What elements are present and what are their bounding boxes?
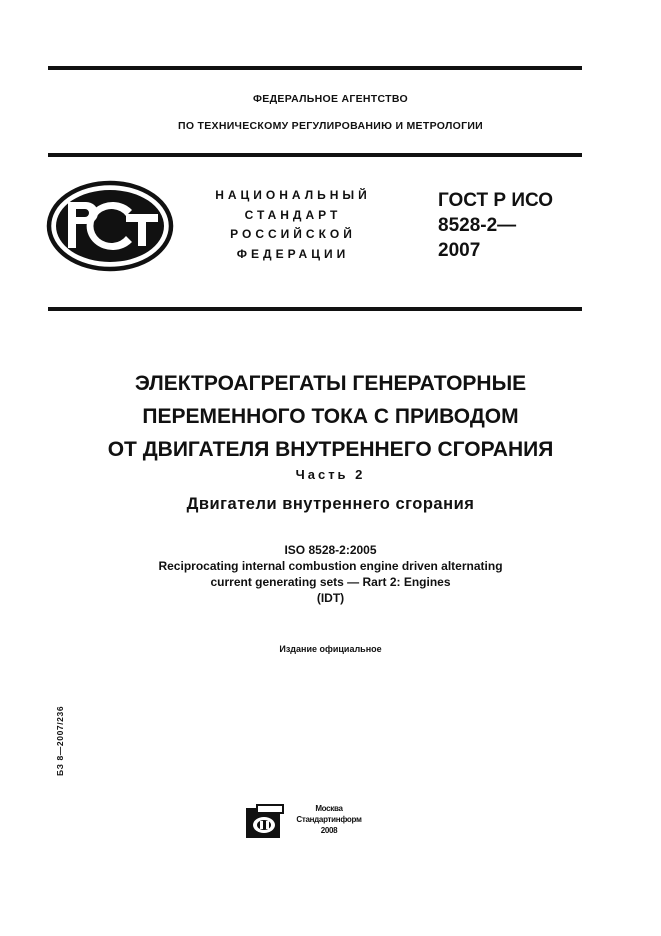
gost-line-1: ГОСТ Р ИСО (438, 190, 554, 211)
iso-code: ISO 8528-2:2005 (284, 543, 377, 557)
side-code: БЗ 8—2007/236 (55, 705, 65, 776)
publisher-city: Москва (315, 804, 343, 813)
standartinform-logo-icon (245, 804, 285, 840)
edition-label: Издание официальное (279, 644, 382, 654)
agency-line-2: ПО ТЕХНИЧЕСКОМУ РЕГУЛИРОВАНИЮ И МЕТРОЛОГИИ (177, 120, 484, 132)
title-line-1: ЭЛЕКТРОАГРЕГАТЫ ГЕНЕРАТОРНЫЕ (134, 372, 527, 395)
gost-number (438, 188, 553, 263)
standard-type-line-1: НАЦИОНАЛЬНЫЙ (215, 188, 371, 202)
publisher-info (292, 803, 366, 836)
standard-type-line-2: СТАНДАРТ (244, 207, 342, 222)
standard-type (200, 186, 386, 264)
standard-type-line-4: ФЕДЕРАЦИИ (236, 246, 350, 261)
iso-idt: (IDT) (316, 591, 345, 605)
standard-type-line-3: РОССИЙСКОЙ (230, 227, 356, 241)
title-line-2: ПЕРЕМЕННОГО ТОКА С ПРИВОДОМ (142, 405, 519, 428)
publisher-name: Стандартинформ (296, 815, 362, 824)
title-line-3: ОТ ДВИГАТЕЛЯ ВНУТРЕННЕГО СГОРАНИЯ (107, 438, 554, 461)
iso-title-line-1: Reciprocating internal combustion engine driven alternating (158, 559, 503, 573)
subtitle: Двигатели внутреннего сгорания (186, 495, 475, 513)
iso-reference (0, 542, 661, 606)
gost-line-3: 2007 (438, 240, 481, 261)
part-label: Часть 2 (295, 467, 366, 482)
document-title (0, 367, 661, 466)
header-rule (48, 153, 582, 157)
top-rule (48, 66, 582, 70)
rst-logo-icon (46, 180, 174, 272)
middle-rule (48, 307, 582, 311)
publisher-year: 2008 (320, 826, 338, 835)
agency-line-1: ФЕДЕРАЛЬНОЕ АГЕНТСТВО (253, 93, 408, 105)
iso-title-line-2: current generating sets — Rart 2: Engines (210, 575, 451, 589)
gost-line-2: 8528-2— (438, 215, 517, 236)
